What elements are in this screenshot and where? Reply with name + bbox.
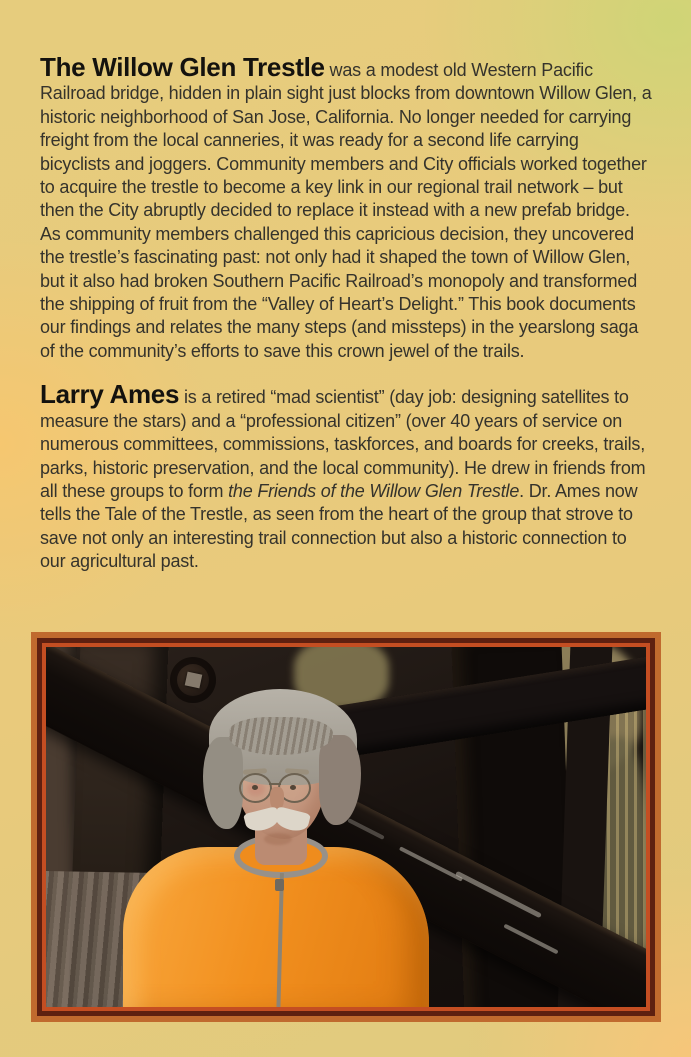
glasses-lens-left bbox=[239, 773, 272, 803]
photo-frame-inner-border bbox=[42, 643, 650, 1011]
author-bio-paragraph bbox=[40, 379, 652, 573]
jacket-zipper-pull bbox=[275, 879, 284, 891]
author-lead: Larry Ames bbox=[40, 379, 180, 410]
gray-mustache bbox=[245, 808, 309, 832]
gray-hair-right bbox=[319, 735, 361, 825]
chin-shading bbox=[264, 833, 292, 845]
blurb-body: was a modest old Western Pacific Railroad bridge, hidden in plain sight just blocks from downtown Willow Glen, a historic neighborhood of San Jose, California. No longer needed for carrying freight from the local canneries, it was ready for a second life carrying bicyclists and joggers. Community members and City officials worked together to acquire the trestle to become a key link in our regional trail network – but then the City abruptly decided to replace it instead with a new prefab bridge. As community members challenged this capricious decision, they uncovered the trestle’s fascinating past: not only had it shaped the town of Willow Glen, but it also had broken Southern Pacific Railroad’s monopoly and transformed the shipping of fruit from the “Valley of Heart’s Delight.” This book documents our findings and relates the many steps (and missteps) in the yearslong saga of the community’s efforts to save this crown jewel of the trails. bbox=[40, 60, 652, 361]
author-photo bbox=[46, 647, 646, 1007]
blurb-lead: The Willow Glen Trestle bbox=[40, 52, 325, 82]
mustache-right bbox=[273, 806, 311, 834]
friends-group-name: the Friends of the Willow Glen Trestle bbox=[228, 480, 520, 501]
bolt-nut bbox=[185, 672, 203, 689]
author-body-2: . Dr. Ames now tells the Tale of the Trestle, as seen from the heart of the group that strove to save not only an interesting trail connection but also a historic connection to our agricultural past. bbox=[40, 480, 638, 572]
author-body-1: is a retired “mad scientist” (day job: designing satellites to measure the stars) and a “professional citizen” (over 40 years of service on numerous committees, commissions, taskforces, and boards for creeks, trails, parks, historic preservation, and the local community). He drew in friends from all these groups to form bbox=[40, 387, 646, 501]
larry-ames-figure bbox=[151, 687, 451, 1007]
gray-hair-left bbox=[203, 737, 243, 829]
glasses-bridge bbox=[269, 783, 281, 785]
trestle-blurb-paragraph bbox=[40, 52, 652, 363]
photo-frame bbox=[31, 632, 661, 1022]
